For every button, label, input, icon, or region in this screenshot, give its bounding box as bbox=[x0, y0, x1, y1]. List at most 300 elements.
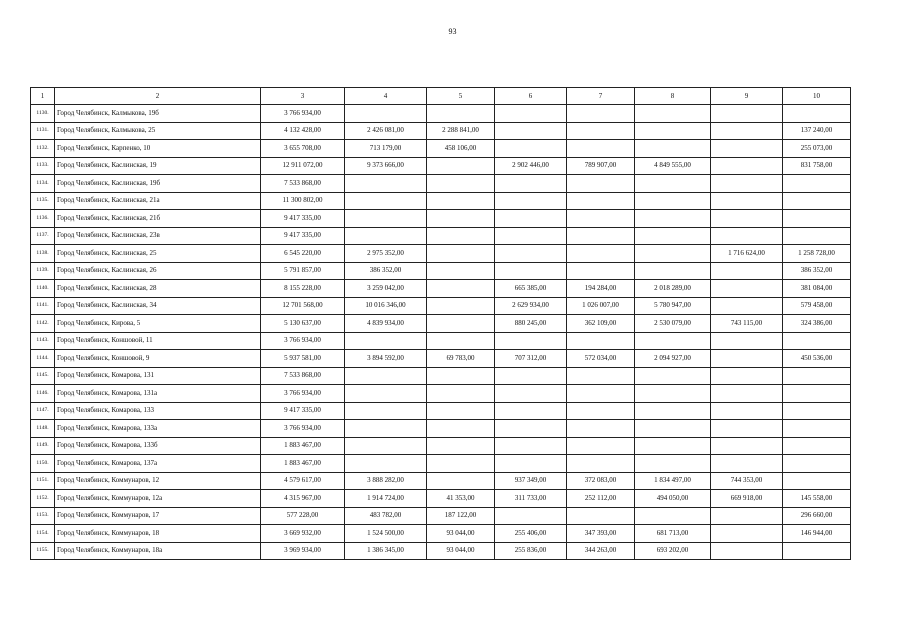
value-cell: 10 016 346,00 bbox=[345, 297, 427, 315]
table-row bbox=[31, 297, 851, 315]
value-cell bbox=[635, 385, 711, 403]
value-cell bbox=[495, 105, 567, 123]
value-cell bbox=[635, 122, 711, 140]
address-cell: Город Челябинск, Каслинская, 21б bbox=[55, 210, 261, 228]
table-row bbox=[31, 140, 851, 158]
value-cell bbox=[783, 385, 851, 403]
row-number: 1155. bbox=[31, 542, 55, 560]
address-cell: Город Челябинск, Коншовой, 11 bbox=[55, 332, 261, 350]
value-cell bbox=[345, 437, 427, 455]
value-cell bbox=[495, 262, 567, 280]
value-cell: 713 179,00 bbox=[345, 140, 427, 158]
address-cell: Город Челябинск, Комарова, 133 bbox=[55, 402, 261, 420]
value-cell bbox=[711, 157, 783, 175]
value-cell bbox=[495, 420, 567, 438]
row-number: 1131. bbox=[31, 122, 55, 140]
value-cell: 2 629 934,00 bbox=[495, 297, 567, 315]
address-cell: Город Челябинск, Каслинская, 19 bbox=[55, 157, 261, 175]
value-cell: 483 782,00 bbox=[345, 507, 427, 525]
value-cell: 252 112,00 bbox=[567, 490, 635, 508]
value-cell bbox=[783, 455, 851, 473]
address-cell: Город Челябинск, Каслинская, 34 bbox=[55, 297, 261, 315]
column-header: 2 bbox=[55, 88, 261, 105]
table-row bbox=[31, 350, 851, 368]
address-cell: Город Челябинск, Карпенко, 10 bbox=[55, 140, 261, 158]
table-row bbox=[31, 192, 851, 210]
value-cell bbox=[567, 437, 635, 455]
value-cell bbox=[495, 455, 567, 473]
value-cell: 1 386 345,00 bbox=[345, 542, 427, 560]
value-cell: 145 558,00 bbox=[783, 490, 851, 508]
value-cell: 187 122,00 bbox=[427, 507, 495, 525]
value-cell bbox=[567, 122, 635, 140]
value-cell bbox=[711, 525, 783, 543]
value-cell bbox=[635, 140, 711, 158]
table-row bbox=[31, 262, 851, 280]
row-number: 1154. bbox=[31, 525, 55, 543]
value-cell bbox=[711, 507, 783, 525]
value-cell: 1 258 728,00 bbox=[783, 245, 851, 263]
value-cell: 665 385,00 bbox=[495, 280, 567, 298]
value-cell bbox=[635, 402, 711, 420]
value-cell: 743 115,00 bbox=[711, 315, 783, 333]
row-number: 1148. bbox=[31, 420, 55, 438]
value-cell: 296 660,00 bbox=[783, 507, 851, 525]
column-header: 8 bbox=[635, 88, 711, 105]
page-number: 93 bbox=[448, 27, 457, 36]
value-cell bbox=[711, 210, 783, 228]
value-cell bbox=[635, 332, 711, 350]
value-cell bbox=[635, 105, 711, 123]
value-cell bbox=[427, 262, 495, 280]
column-header: 3 bbox=[261, 88, 345, 105]
value-cell: 1 914 724,00 bbox=[345, 490, 427, 508]
value-cell bbox=[345, 455, 427, 473]
value-cell bbox=[567, 402, 635, 420]
value-cell: 707 312,00 bbox=[495, 350, 567, 368]
table-row bbox=[31, 175, 851, 193]
row-number: 1134. bbox=[31, 175, 55, 193]
value-cell bbox=[783, 542, 851, 560]
column-header: 6 bbox=[495, 88, 567, 105]
address-cell: Город Челябинск, Коммунаров, 17 bbox=[55, 507, 261, 525]
total-cell: 1 883 467,00 bbox=[261, 437, 345, 455]
value-cell: 494 050,00 bbox=[635, 490, 711, 508]
value-cell bbox=[783, 210, 851, 228]
column-header: 4 bbox=[345, 88, 427, 105]
row-number: 1133. bbox=[31, 157, 55, 175]
value-cell: 381 084,00 bbox=[783, 280, 851, 298]
value-cell bbox=[495, 140, 567, 158]
value-cell: 1 524 500,00 bbox=[345, 525, 427, 543]
address-cell: Город Челябинск, Каслинская, 19б bbox=[55, 175, 261, 193]
value-cell: 137 240,00 bbox=[783, 122, 851, 140]
value-cell bbox=[567, 105, 635, 123]
value-cell: 2 975 352,00 bbox=[345, 245, 427, 263]
value-cell: 93 044,00 bbox=[427, 542, 495, 560]
column-header: 5 bbox=[427, 88, 495, 105]
value-cell bbox=[345, 210, 427, 228]
total-cell: 7 533 868,00 bbox=[261, 367, 345, 385]
value-cell bbox=[567, 262, 635, 280]
value-cell bbox=[495, 122, 567, 140]
row-number: 1146. bbox=[31, 385, 55, 403]
value-cell bbox=[783, 367, 851, 385]
table-row bbox=[31, 227, 851, 245]
value-cell: 324 386,00 bbox=[783, 315, 851, 333]
column-header: 9 bbox=[711, 88, 783, 105]
address-cell: Город Челябинск, Комарова, 131а bbox=[55, 385, 261, 403]
value-cell bbox=[711, 542, 783, 560]
value-cell bbox=[567, 192, 635, 210]
value-cell bbox=[635, 210, 711, 228]
value-cell bbox=[635, 175, 711, 193]
value-cell: 255 073,00 bbox=[783, 140, 851, 158]
value-cell: 2 094 927,00 bbox=[635, 350, 711, 368]
value-cell bbox=[783, 420, 851, 438]
value-cell bbox=[711, 297, 783, 315]
value-cell bbox=[711, 332, 783, 350]
value-cell bbox=[711, 175, 783, 193]
address-cell: Город Челябинск, Комарова, 131 bbox=[55, 367, 261, 385]
value-cell bbox=[567, 385, 635, 403]
address-cell: Город Челябинск, Калмыкова, 25 bbox=[55, 122, 261, 140]
value-cell bbox=[495, 245, 567, 263]
value-cell bbox=[783, 105, 851, 123]
value-cell: 9 373 666,00 bbox=[345, 157, 427, 175]
total-cell: 5 791 857,00 bbox=[261, 262, 345, 280]
total-cell: 3 766 934,00 bbox=[261, 105, 345, 123]
value-cell: 344 263,00 bbox=[567, 542, 635, 560]
value-cell: 937 349,00 bbox=[495, 472, 567, 490]
value-cell bbox=[427, 332, 495, 350]
total-cell: 7 533 868,00 bbox=[261, 175, 345, 193]
value-cell bbox=[783, 472, 851, 490]
row-number: 1152. bbox=[31, 490, 55, 508]
row-number: 1135. bbox=[31, 192, 55, 210]
value-cell bbox=[711, 122, 783, 140]
table-row bbox=[31, 542, 851, 560]
row-number: 1139. bbox=[31, 262, 55, 280]
value-cell bbox=[711, 280, 783, 298]
table-row bbox=[31, 472, 851, 490]
table-row bbox=[31, 437, 851, 455]
address-cell: Город Челябинск, Каслинская, 25 bbox=[55, 245, 261, 263]
data-table bbox=[30, 87, 851, 560]
value-cell bbox=[345, 332, 427, 350]
value-cell: 458 106,00 bbox=[427, 140, 495, 158]
value-cell: 450 536,00 bbox=[783, 350, 851, 368]
header-row bbox=[31, 88, 851, 105]
value-cell bbox=[635, 192, 711, 210]
value-cell bbox=[567, 227, 635, 245]
total-cell: 12 701 568,00 bbox=[261, 297, 345, 315]
value-cell bbox=[495, 507, 567, 525]
value-cell: 1 026 007,00 bbox=[567, 297, 635, 315]
total-cell: 3 766 934,00 bbox=[261, 332, 345, 350]
row-number: 1144. bbox=[31, 350, 55, 368]
value-cell bbox=[427, 455, 495, 473]
value-cell bbox=[345, 385, 427, 403]
total-cell: 4 315 967,00 bbox=[261, 490, 345, 508]
value-cell: 194 284,00 bbox=[567, 280, 635, 298]
value-cell bbox=[711, 437, 783, 455]
value-cell bbox=[495, 385, 567, 403]
address-cell: Город Челябинск, Коммунаров, 12 bbox=[55, 472, 261, 490]
value-cell: 255 836,00 bbox=[495, 542, 567, 560]
value-cell bbox=[427, 420, 495, 438]
total-cell: 3 655 708,00 bbox=[261, 140, 345, 158]
value-cell bbox=[495, 192, 567, 210]
value-cell: 4 839 934,00 bbox=[345, 315, 427, 333]
total-cell: 11 300 802,00 bbox=[261, 192, 345, 210]
table-header bbox=[31, 88, 851, 105]
value-cell: 2 018 289,00 bbox=[635, 280, 711, 298]
value-cell bbox=[635, 455, 711, 473]
row-number: 1141. bbox=[31, 297, 55, 315]
value-cell bbox=[711, 227, 783, 245]
value-cell: 41 353,00 bbox=[427, 490, 495, 508]
address-cell: Город Челябинск, Каслинская, 26 bbox=[55, 262, 261, 280]
value-cell: 386 352,00 bbox=[345, 262, 427, 280]
value-cell: 2 530 079,00 bbox=[635, 315, 711, 333]
value-cell: 2 426 081,00 bbox=[345, 122, 427, 140]
value-cell bbox=[495, 227, 567, 245]
row-number: 1145. bbox=[31, 367, 55, 385]
total-cell: 3 669 932,00 bbox=[261, 525, 345, 543]
table-row bbox=[31, 385, 851, 403]
value-cell: 2 902 446,00 bbox=[495, 157, 567, 175]
value-cell: 362 109,00 bbox=[567, 315, 635, 333]
row-number: 1142. bbox=[31, 315, 55, 333]
total-cell: 12 911 072,00 bbox=[261, 157, 345, 175]
total-cell: 9 417 335,00 bbox=[261, 210, 345, 228]
value-cell: 669 918,00 bbox=[711, 490, 783, 508]
value-cell bbox=[635, 437, 711, 455]
value-cell bbox=[783, 175, 851, 193]
row-number: 1132. bbox=[31, 140, 55, 158]
address-cell: Город Челябинск, Коммунаров, 18 bbox=[55, 525, 261, 543]
value-cell bbox=[635, 262, 711, 280]
value-cell bbox=[427, 472, 495, 490]
value-cell bbox=[783, 437, 851, 455]
value-cell bbox=[711, 140, 783, 158]
value-cell bbox=[427, 280, 495, 298]
value-cell bbox=[635, 367, 711, 385]
address-cell: Город Челябинск, Каслинская, 23в bbox=[55, 227, 261, 245]
total-cell: 3 969 934,00 bbox=[261, 542, 345, 560]
value-cell bbox=[345, 227, 427, 245]
table-row bbox=[31, 157, 851, 175]
value-cell: 386 352,00 bbox=[783, 262, 851, 280]
value-cell bbox=[495, 402, 567, 420]
column-header: 7 bbox=[567, 88, 635, 105]
value-cell bbox=[427, 402, 495, 420]
address-cell: Город Челябинск, Коншовой, 9 bbox=[55, 350, 261, 368]
value-cell bbox=[711, 350, 783, 368]
value-cell bbox=[427, 105, 495, 123]
value-cell bbox=[495, 367, 567, 385]
value-cell bbox=[495, 437, 567, 455]
value-cell: 347 393,00 bbox=[567, 525, 635, 543]
value-cell bbox=[567, 140, 635, 158]
value-cell bbox=[635, 227, 711, 245]
address-cell: Город Челябинск, Каслинская, 21а bbox=[55, 192, 261, 210]
value-cell bbox=[635, 507, 711, 525]
value-cell bbox=[567, 420, 635, 438]
table-row bbox=[31, 210, 851, 228]
total-cell: 1 883 467,00 bbox=[261, 455, 345, 473]
value-cell: 789 907,00 bbox=[567, 157, 635, 175]
value-cell bbox=[711, 420, 783, 438]
value-cell: 693 202,00 bbox=[635, 542, 711, 560]
value-cell bbox=[427, 297, 495, 315]
total-cell: 3 766 934,00 bbox=[261, 420, 345, 438]
table-row bbox=[31, 490, 851, 508]
address-cell: Город Челябинск, Коммунаров, 12а bbox=[55, 490, 261, 508]
table-row bbox=[31, 122, 851, 140]
value-cell bbox=[427, 210, 495, 228]
row-number: 1150. bbox=[31, 455, 55, 473]
table-row bbox=[31, 402, 851, 420]
row-number: 1138. bbox=[31, 245, 55, 263]
value-cell: 2 288 841,00 bbox=[427, 122, 495, 140]
total-cell: 5 937 581,00 bbox=[261, 350, 345, 368]
value-cell: 3 894 592,00 bbox=[345, 350, 427, 368]
value-cell: 311 733,00 bbox=[495, 490, 567, 508]
value-cell bbox=[345, 402, 427, 420]
value-cell: 1 834 497,00 bbox=[635, 472, 711, 490]
total-cell: 5 130 637,00 bbox=[261, 315, 345, 333]
value-cell bbox=[567, 245, 635, 263]
value-cell: 831 758,00 bbox=[783, 157, 851, 175]
address-cell: Город Челябинск, Каслинская, 28 bbox=[55, 280, 261, 298]
value-cell bbox=[567, 367, 635, 385]
value-cell bbox=[345, 105, 427, 123]
value-cell bbox=[345, 175, 427, 193]
value-cell bbox=[567, 455, 635, 473]
value-cell: 572 034,00 bbox=[567, 350, 635, 368]
value-cell bbox=[711, 192, 783, 210]
address-cell: Город Челябинск, Комарова, 133б bbox=[55, 437, 261, 455]
value-cell bbox=[711, 455, 783, 473]
address-cell: Город Челябинск, Кирова, 5 bbox=[55, 315, 261, 333]
value-cell bbox=[345, 367, 427, 385]
row-number: 1149. bbox=[31, 437, 55, 455]
row-number: 1151. bbox=[31, 472, 55, 490]
table-row bbox=[31, 315, 851, 333]
value-cell: 5 780 947,00 bbox=[635, 297, 711, 315]
value-cell bbox=[427, 192, 495, 210]
value-cell bbox=[345, 192, 427, 210]
value-cell bbox=[783, 332, 851, 350]
value-cell bbox=[427, 367, 495, 385]
value-cell: 146 944,00 bbox=[783, 525, 851, 543]
value-cell bbox=[567, 332, 635, 350]
address-cell: Город Челябинск, Комарова, 133а bbox=[55, 420, 261, 438]
value-cell: 372 083,00 bbox=[567, 472, 635, 490]
row-number: 1136. bbox=[31, 210, 55, 228]
total-cell: 9 417 335,00 bbox=[261, 227, 345, 245]
value-cell bbox=[635, 420, 711, 438]
value-cell: 3 259 042,00 bbox=[345, 280, 427, 298]
value-cell: 744 353,00 bbox=[711, 472, 783, 490]
value-cell bbox=[495, 210, 567, 228]
value-cell bbox=[711, 367, 783, 385]
total-cell: 6 545 220,00 bbox=[261, 245, 345, 263]
table-row bbox=[31, 525, 851, 543]
column-header: 1 bbox=[31, 88, 55, 105]
table-body bbox=[31, 105, 851, 560]
table-row bbox=[31, 280, 851, 298]
value-cell bbox=[635, 245, 711, 263]
value-cell bbox=[427, 315, 495, 333]
row-number: 1153. bbox=[31, 507, 55, 525]
address-cell: Город Челябинск, Калмыкова, 19б bbox=[55, 105, 261, 123]
table-row bbox=[31, 105, 851, 123]
value-cell bbox=[427, 437, 495, 455]
row-number: 1130. bbox=[31, 105, 55, 123]
value-cell: 255 406,00 bbox=[495, 525, 567, 543]
value-cell: 1 716 624,00 bbox=[711, 245, 783, 263]
table-row bbox=[31, 367, 851, 385]
table-row bbox=[31, 245, 851, 263]
row-number: 1143. bbox=[31, 332, 55, 350]
value-cell: 579 458,00 bbox=[783, 297, 851, 315]
value-cell bbox=[567, 507, 635, 525]
table-row bbox=[31, 507, 851, 525]
total-cell: 9 417 335,00 bbox=[261, 402, 345, 420]
value-cell bbox=[567, 175, 635, 193]
total-cell: 8 155 228,00 bbox=[261, 280, 345, 298]
value-cell: 681 713,00 bbox=[635, 525, 711, 543]
value-cell bbox=[427, 385, 495, 403]
value-cell bbox=[567, 210, 635, 228]
row-number: 1140. bbox=[31, 280, 55, 298]
value-cell: 69 783,00 bbox=[427, 350, 495, 368]
row-number: 1147. bbox=[31, 402, 55, 420]
value-cell: 3 888 282,00 bbox=[345, 472, 427, 490]
value-cell bbox=[427, 175, 495, 193]
value-cell: 880 245,00 bbox=[495, 315, 567, 333]
total-cell: 3 766 934,00 bbox=[261, 385, 345, 403]
total-cell: 577 228,00 bbox=[261, 507, 345, 525]
value-cell: 4 849 555,00 bbox=[635, 157, 711, 175]
value-cell bbox=[711, 402, 783, 420]
value-cell bbox=[711, 105, 783, 123]
value-cell bbox=[427, 157, 495, 175]
column-header: 10 bbox=[783, 88, 851, 105]
address-cell: Город Челябинск, Коммунаров, 18а bbox=[55, 542, 261, 560]
table-row bbox=[31, 455, 851, 473]
row-number: 1137. bbox=[31, 227, 55, 245]
total-cell: 4 579 617,00 bbox=[261, 472, 345, 490]
value-cell bbox=[711, 262, 783, 280]
total-cell: 4 132 428,00 bbox=[261, 122, 345, 140]
address-cell: Город Челябинск, Комарова, 137а bbox=[55, 455, 261, 473]
value-cell bbox=[783, 227, 851, 245]
value-cell: 93 044,00 bbox=[427, 525, 495, 543]
value-cell bbox=[427, 245, 495, 263]
value-cell bbox=[495, 175, 567, 193]
value-cell bbox=[783, 192, 851, 210]
table-row bbox=[31, 420, 851, 438]
table-row bbox=[31, 332, 851, 350]
value-cell bbox=[427, 227, 495, 245]
value-cell bbox=[711, 385, 783, 403]
value-cell bbox=[345, 420, 427, 438]
value-cell bbox=[495, 332, 567, 350]
